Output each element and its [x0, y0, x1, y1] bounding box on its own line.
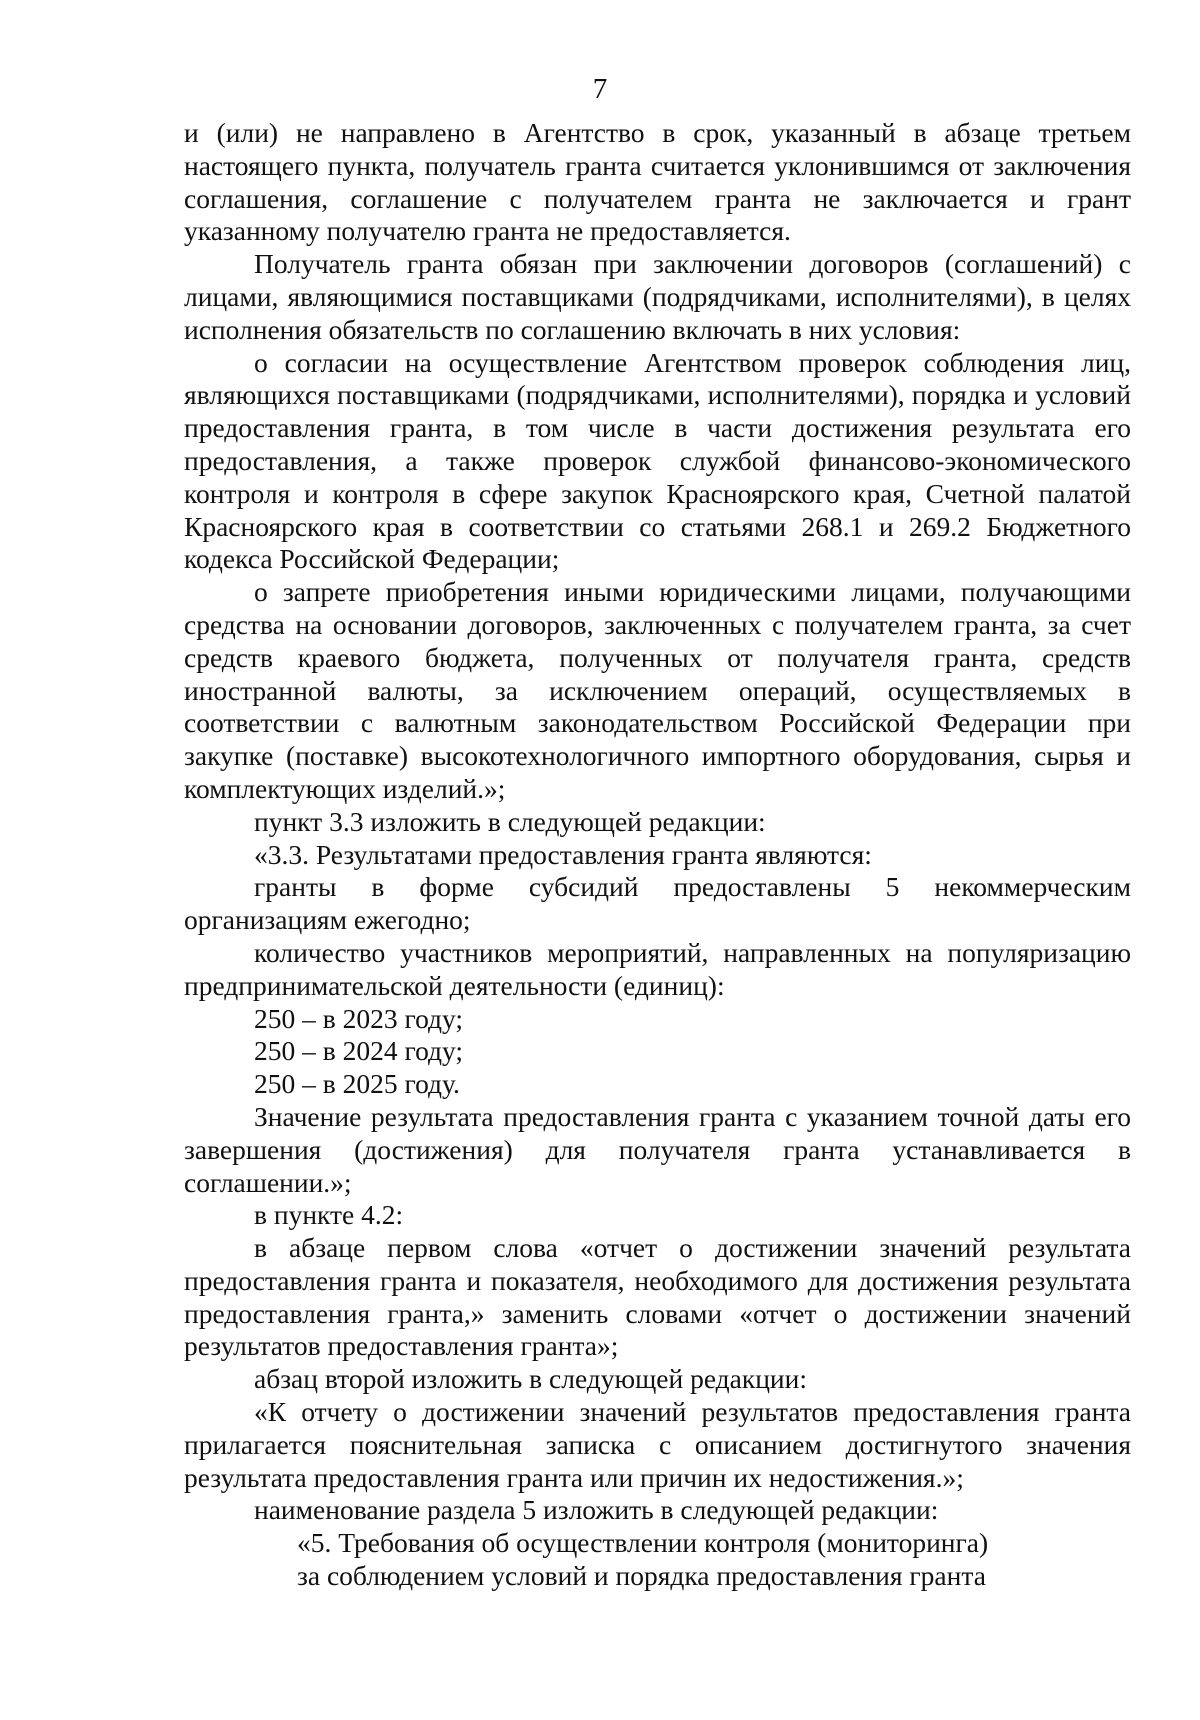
paragraph: о согласии на осуществление Агентством проверок соблюдения лиц, являющихся поставщиками (подрядчиками, исполнителями), порядка и условий предоставления гранта, в том числе в части достижения результата его предоставления, а также проверок службой финансово-экономического контроля и контроля в сфере закупок Красноярского края, Счетной палатой Красноярского края в соответствии со статьями 268.1 и 269.2 Бюджетного кодекса Российской Федерации; [184, 346, 1131, 575]
paragraph: гранты в форме субсидий предоставлены 5 некоммерческим организациям ежегодно; [184, 871, 1131, 936]
paragraph: в пункте 4.2: [254, 1199, 404, 1231]
list-item: 250 – в 2024 году; [254, 1035, 464, 1067]
paragraph: Значение результата предоставления гранта с указанием точной даты его завершения (достижения) для получателя гранта устанавливается в соглашении.»; [184, 1100, 1131, 1198]
paragraph: о запрете приобретения иными юридическими лицами, получающими средства на основании договоров, заключенных с получателем гранта, за счет средств краевого бюджета, полученных от получателя гранта, средств иностранной валюты, за исключением операций, осуществляемых в соответствии с валютным законодательством Российской Федерации при закупке (поставке) высокотехнологичного импортного оборудования, сырья и комплектующих изделий.»; [184, 576, 1131, 804]
section-heading-line-1: «5. Требования об осуществлении контроля (мониторинга) [297, 1527, 989, 1559]
list-item: 250 – в 2023 году; [254, 1002, 464, 1034]
paragraph: пункт 3.3 изложить в следующей редакции: [254, 805, 766, 837]
page-number: 7 [592, 73, 608, 105]
paragraph: абзац второй изложить в следующей редакции: [254, 1363, 808, 1395]
section-heading-line-2: за соблюдением условий и порядка предоставления гранта [297, 1560, 986, 1592]
paragraph: и (или) не направлено в Агентство в срок, указанный в абзаце третьем настоящего пункта, получатель гранта считается уклонившимся от заключения соглашения, соглашение с получателем гранта не заключается и грант указанному получателю гранта не предоставляется. [184, 117, 1131, 247]
paragraph: «К отчету о достижении значений результатов предоставления гранта прилагается пояснительная записка с описанием достигнутого значения результата предоставления гранта или причин их недостижения.»; [184, 1396, 1131, 1493]
paragraph: наименование раздела 5 изложить в следующей редакции: [254, 1494, 939, 1526]
list-item: 250 – в 2025 году. [254, 1068, 460, 1100]
paragraph: «3.3. Результатами предоставления гранта являются: [254, 838, 872, 870]
paragraph: Получатель гранта обязан при заключении договоров (соглашений) с лицами, являющимися поставщиками (подрядчиками, исполнителями), в целях исполнения обязательств по соглашению включать в них условия: [184, 248, 1131, 345]
document-body [184, 117, 1131, 1593]
paragraph: в абзаце первом слова «отчет о достижении значений результата предоставления гранта и показателя, необходимого для достижения результата предоставления гранта,» заменить словами «отчет о достижении значений результатов предоставления гранта»; [184, 1232, 1131, 1362]
paragraph: количество участников мероприятий, направленных на популяризацию предпринимательской деятельности (единиц): [184, 936, 1131, 1001]
